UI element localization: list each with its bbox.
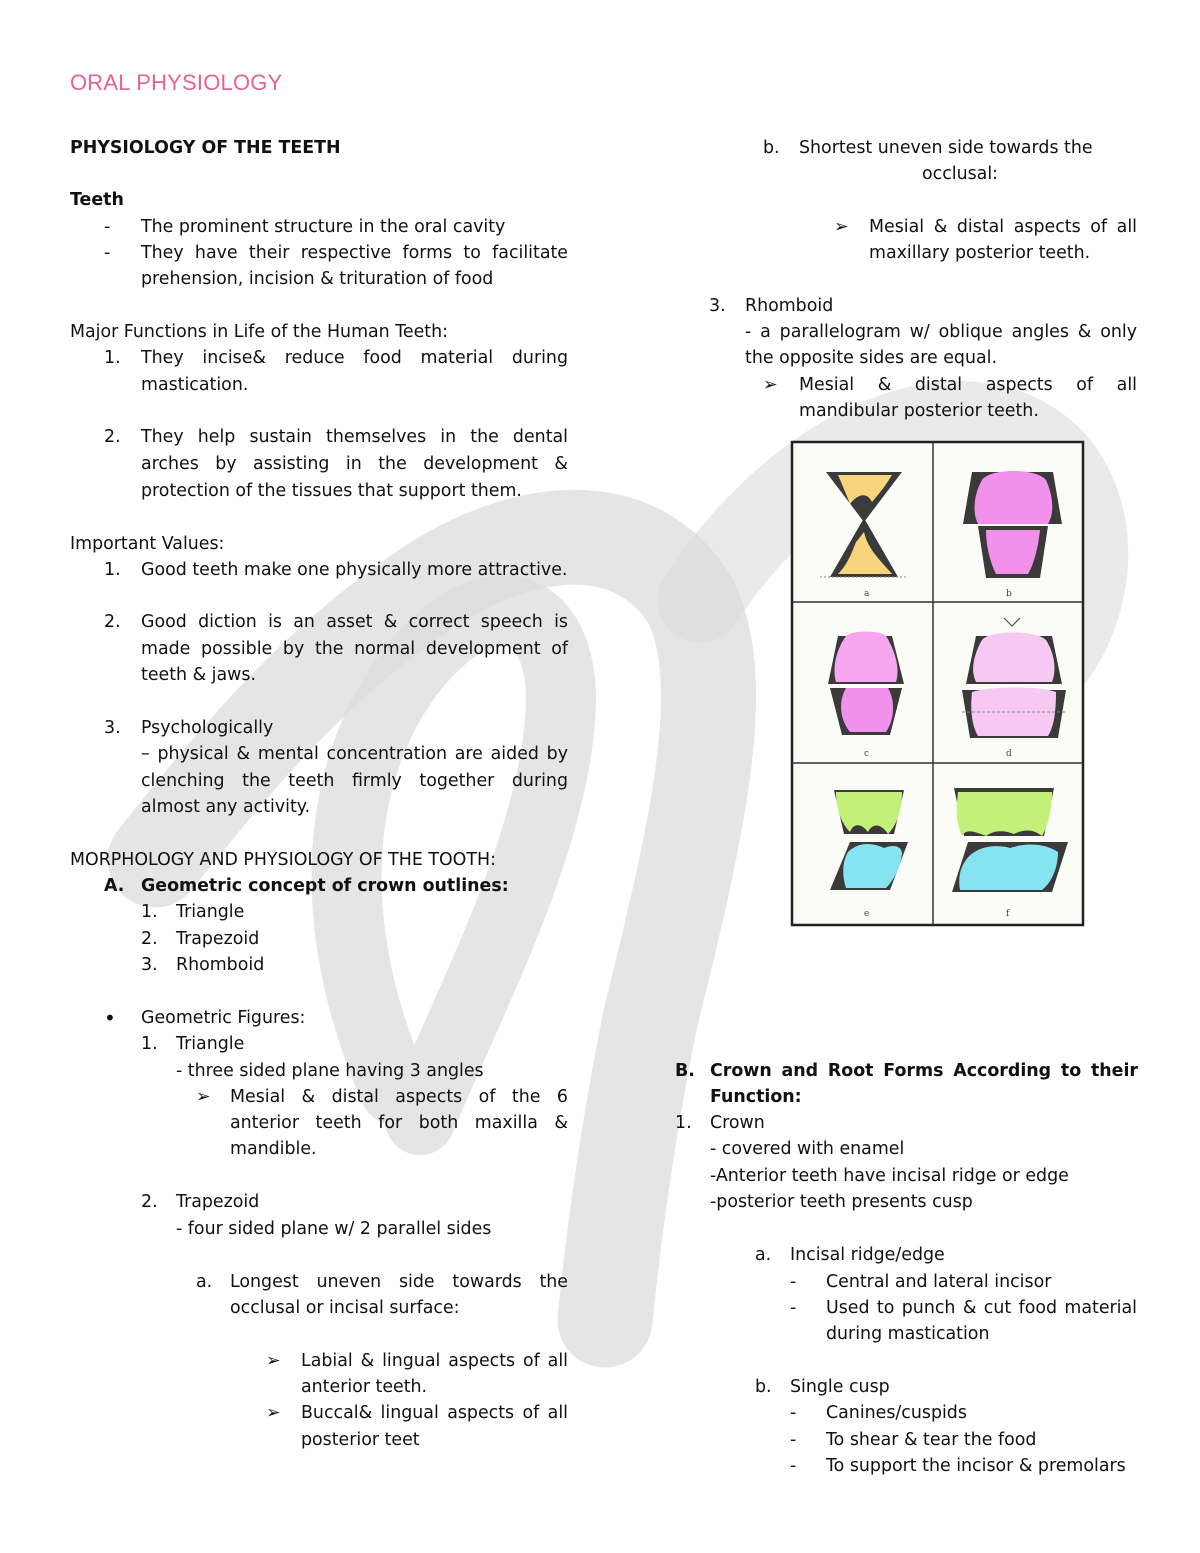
concept-item-triangle: Triangle	[176, 902, 245, 922]
list-number: 1.	[141, 1034, 158, 1054]
list-number: 2.	[104, 612, 121, 632]
values-item-3-line-3: clenching the teeth firmly together during	[141, 771, 568, 791]
figure-triangle-label: Triangle	[176, 1034, 245, 1054]
values-item-2-line-1: Good diction is an asset & correct speech is	[141, 612, 568, 632]
values-item-2-line-2: made possible by the normal development of	[141, 639, 568, 659]
list-letter: A.	[104, 876, 125, 896]
teeth-bullet-2-line-1: They have their respective forms to facilitate	[141, 243, 568, 263]
dash-bullet: -	[790, 1456, 797, 1476]
list-number: 2.	[141, 1192, 158, 1212]
major-item-2-line-2: arches by assisting in the development &	[141, 454, 568, 474]
trapezoid-a-sub-1-line-1: Labial & lingual aspects of all	[301, 1351, 568, 1371]
values-item-3-line-2: – physical & mental concentration are aided by	[141, 744, 568, 764]
crown-root-heading-line-1: Crown and Root Forms According to their	[710, 1061, 1138, 1081]
list-letter: a.	[196, 1272, 213, 1292]
dash-bullet: -	[790, 1430, 797, 1450]
list-number: 3.	[104, 718, 121, 738]
geometric-concept-heading: Geometric concept of crown outlines:	[141, 876, 509, 896]
values-item-3-line-1: Psychologically	[141, 718, 274, 738]
figure-cell-c	[828, 632, 904, 736]
crown-label: Crown	[710, 1113, 765, 1133]
values-item-3-line-4: almost any activity.	[141, 797, 311, 817]
values-item-2-line-3: teeth & jaws.	[141, 665, 256, 685]
major-item-1-line-1: They incise& reduce food material during	[141, 348, 568, 368]
figure-rhomboid-label: Rhomboid	[745, 296, 834, 316]
list-number: 1.	[141, 902, 158, 922]
list-number: 1.	[675, 1113, 692, 1133]
crown-detail-1: - covered with enamel	[710, 1139, 905, 1159]
trapezoid-a-sub-1-line-2: anterior teeth.	[301, 1377, 428, 1397]
list-number: 2.	[104, 427, 121, 447]
single-cusp-label: Single cusp	[790, 1377, 890, 1397]
arrow-bullet-icon: ➢	[834, 217, 849, 237]
incisal-item-2-line-2: during mastication	[826, 1324, 990, 1344]
dash-bullet: -	[104, 243, 111, 263]
arrow-bullet-icon: ➢	[266, 1351, 281, 1371]
major-functions-heading: Major Functions in Life of the Human Teeth:	[70, 322, 448, 342]
list-letter: b.	[763, 138, 780, 158]
arrow-bullet-icon: ➢	[196, 1087, 211, 1107]
figure-label-a: a	[864, 589, 870, 599]
trapezoid-a-sub-2-line-2: posterior teet	[301, 1430, 420, 1450]
list-number: 2.	[141, 929, 158, 949]
teeth-heading: Teeth	[70, 190, 124, 210]
teeth-bullet-2-line-2: prehension, incision & trituration of food	[141, 269, 494, 289]
teeth-bullet-1: The prominent structure in the oral cavity	[141, 217, 506, 237]
triangle-sub-line-3: mandible.	[230, 1139, 317, 1159]
crown-outline-figure	[790, 440, 1085, 927]
figure-cell-d	[962, 618, 1066, 738]
list-letter: b.	[755, 1377, 772, 1397]
figure-label-f: f	[1006, 909, 1010, 919]
major-item-1-line-2: mastication.	[141, 375, 249, 395]
single-cusp-item-2: To shear & tear the food	[826, 1430, 1037, 1450]
figure-label-e: e	[864, 909, 870, 919]
figure-label-b: b	[1006, 589, 1012, 599]
list-number: 1.	[104, 348, 121, 368]
bullet-dot-icon: •	[104, 1006, 116, 1030]
important-values-heading: Important Values:	[70, 534, 225, 554]
triangle-sub-line-2: anterior teeth for both maxilla &	[230, 1113, 568, 1133]
trapezoid-b-sub-line-2: maxillary posterior teeth.	[869, 243, 1091, 263]
crown-detail-3: -posterior teeth presents cusp	[710, 1192, 973, 1212]
trapezoid-b-line-2: occlusal:	[922, 164, 999, 184]
arrow-bullet-icon: ➢	[266, 1403, 281, 1423]
list-letter: B.	[675, 1061, 695, 1081]
list-letter: a.	[755, 1245, 772, 1265]
trapezoid-b-line-1: Shortest uneven side towards the	[799, 138, 1093, 158]
concept-item-trapezoid: Trapezoid	[176, 929, 260, 949]
rhomboid-def-line-2: the opposite sides are equal.	[745, 348, 998, 368]
figure-trapezoid-label: Trapezoid	[176, 1192, 260, 1212]
trapezoid-a-line-1: Longest uneven side towards the	[230, 1272, 568, 1292]
section-heading: PHYSIOLOGY OF THE TEETH	[70, 138, 341, 158]
dash-bullet: -	[104, 217, 111, 237]
crown-root-heading-line-2: Function:	[710, 1087, 802, 1107]
crown-detail-2: -Anterior teeth have incisal ridge or edge	[710, 1166, 1069, 1186]
figure-triangle-definition: - three sided plane having 3 angles	[176, 1061, 484, 1081]
dash-bullet: -	[790, 1403, 797, 1423]
single-cusp-item-1: Canines/cuspids	[826, 1403, 967, 1423]
triangle-sub-line-1: Mesial & distal aspects of the 6	[230, 1087, 568, 1107]
list-number: 1.	[104, 560, 121, 580]
list-number: 3.	[709, 296, 726, 316]
figure-label-c: c	[864, 749, 870, 759]
arrow-bullet-icon: ➢	[763, 375, 778, 395]
geometric-figures-label: Geometric Figures:	[141, 1008, 306, 1028]
rhomboid-def-line-1: - a parallelogram w/ oblique angles & only	[745, 322, 1137, 342]
concept-item-rhomboid: Rhomboid	[176, 955, 265, 975]
figure-trapezoid-definition: - four sided plane w/ 2 parallel sides	[176, 1219, 492, 1239]
trapezoid-a-sub-2-line-1: Buccal& lingual aspects of all	[301, 1403, 568, 1423]
major-item-2-line-1: They help sustain themselves in the dental	[141, 427, 568, 447]
morphology-heading: MORPHOLOGY AND PHYSIOLOGY OF THE TOOTH:	[70, 850, 496, 870]
document-title: ORAL PHYSIOLOGY	[70, 70, 283, 95]
dash-bullet: -	[790, 1272, 797, 1292]
dash-bullet: -	[790, 1298, 797, 1318]
rhomboid-sub-line-1: Mesial & distal aspects of all	[799, 375, 1137, 395]
incisal-ridge-label: Incisal ridge/edge	[790, 1245, 945, 1265]
single-cusp-item-3: To support the incisor & premolars	[826, 1456, 1126, 1476]
values-item-1: Good teeth make one physically more attractive.	[141, 560, 568, 580]
trapezoid-a-line-2: occlusal or incisal surface:	[230, 1298, 460, 1318]
figure-label-d: d	[1006, 749, 1012, 759]
major-item-2-line-3: protection of the tissues that support them.	[141, 481, 522, 501]
incisal-item-2-line-1: Used to punch & cut food material	[826, 1298, 1137, 1318]
incisal-item-1: Central and lateral incisor	[826, 1272, 1052, 1292]
trapezoid-b-sub-line-1: Mesial & distal aspects of all	[869, 217, 1137, 237]
list-number: 3.	[141, 955, 158, 975]
rhomboid-sub-line-2: mandibular posterior teeth.	[799, 401, 1039, 421]
